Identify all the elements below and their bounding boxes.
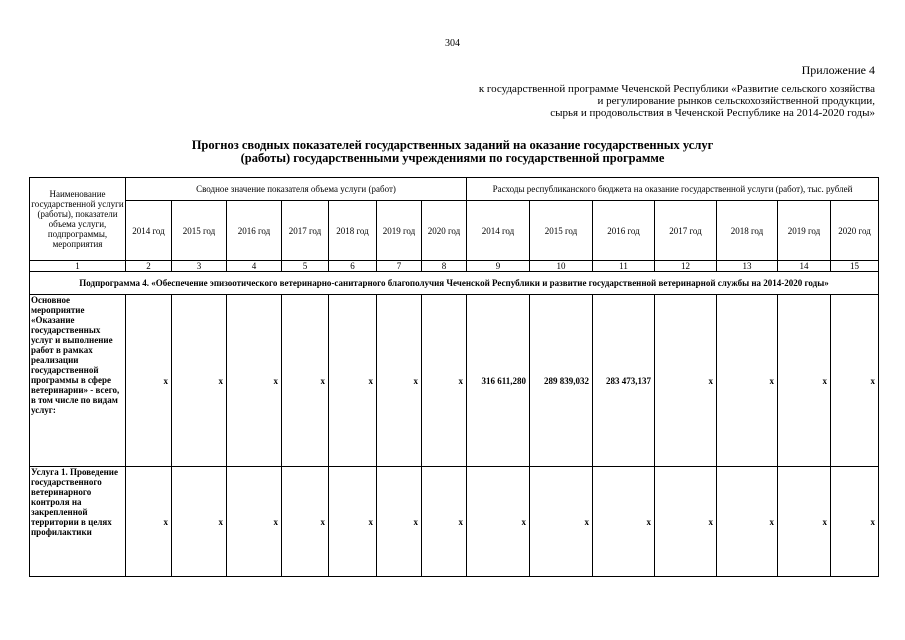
table-cell: 289 839,032	[530, 295, 593, 467]
annex-reference-line: сырья и продовольствия в Чеченской Республике на 2014-2020 годы»	[550, 107, 875, 119]
table-cell: x	[126, 295, 172, 467]
header-expense-group: Расходы республиканского бюджета на оказание государственной услуги (работ), тыс. рублей	[467, 178, 879, 201]
column-number: 13	[717, 261, 778, 272]
column-number: 1	[30, 261, 126, 272]
column-number: 11	[593, 261, 655, 272]
document-title-line: (работы) государственными учреждениями по государственной программе	[240, 151, 665, 165]
forecast-table	[29, 177, 879, 577]
header-volume-group: Сводное значение показателя объема услуги (работ)	[126, 178, 467, 201]
table-cell: x	[377, 467, 422, 577]
document-title	[0, 139, 905, 165]
year-header: 2019 год	[778, 201, 831, 261]
column-number: 6	[329, 261, 377, 272]
year-header: 2016 год	[227, 201, 282, 261]
column-number: 5	[282, 261, 329, 272]
column-number: 15	[831, 261, 879, 272]
subprogram-row	[30, 272, 879, 295]
table-cell: x	[655, 295, 717, 467]
year-header: 2018 год	[329, 201, 377, 261]
year-header: 2019 год	[377, 201, 422, 261]
table-cell: x	[227, 467, 282, 577]
table-cell: x	[778, 295, 831, 467]
year-header: 2020 год	[831, 201, 879, 261]
header-row	[30, 178, 879, 201]
table-cell: x	[126, 467, 172, 577]
year-header: 2018 год	[717, 201, 778, 261]
table-cell: 283 473,137	[593, 295, 655, 467]
row-label: Услуга 1. Проведение государственного ветеринарного контроля на закрепленной территории в целях профилактики	[30, 467, 126, 577]
table-cell: x	[778, 467, 831, 577]
column-number: 8	[422, 261, 467, 272]
column-number: 12	[655, 261, 717, 272]
table-cell: x	[831, 295, 879, 467]
table-cell: x	[422, 295, 467, 467]
header-name-column: Наименование государственной услуги (работы), показатели объема услуги, подпрограммы, мероприятия	[30, 178, 126, 261]
column-number: 3	[172, 261, 227, 272]
year-header: 2016 год	[593, 201, 655, 261]
table-cell: x	[655, 467, 717, 577]
table-cell: x	[329, 467, 377, 577]
table-cell: x	[593, 467, 655, 577]
year-header: 2017 год	[282, 201, 329, 261]
table-cell: x	[329, 295, 377, 467]
table-cell: x	[282, 295, 329, 467]
annex-reference-line: и регулирование рынков сельскохозяйственной продукции,	[597, 95, 875, 107]
table-cell: x	[717, 295, 778, 467]
table-cell: x	[467, 467, 530, 577]
column-number: 14	[778, 261, 831, 272]
column-number: 4	[227, 261, 282, 272]
annex-reference	[355, 83, 875, 119]
document-title-line: Прогноз сводных показателей государственных заданий на оказание государственных услуг	[191, 138, 714, 152]
annex-label: Приложение 4	[801, 63, 875, 77]
table-cell: x	[227, 295, 282, 467]
year-header: 2015 год	[172, 201, 227, 261]
column-number-row	[30, 261, 879, 272]
annex-reference-line: к государственной программе Чеченской Республики «Развитие сельского хозяйства	[478, 83, 875, 95]
table-cell: x	[172, 295, 227, 467]
column-number: 9	[467, 261, 530, 272]
table-cell: x	[717, 467, 778, 577]
year-header: 2020 год	[422, 201, 467, 261]
column-number: 10	[530, 261, 593, 272]
row-label: Основное мероприятие «Оказание государственных услуг и выполнение работ в рамках реализации государственной программы в сфере ветеринарии» - всего, в том числе по видам услуг:	[30, 295, 126, 467]
year-header: 2015 год	[530, 201, 593, 261]
page-number: 304	[445, 38, 460, 49]
table-cell: x	[377, 295, 422, 467]
table-cell: 316 611,280	[467, 295, 530, 467]
table-row	[30, 295, 879, 467]
subprogram-title: Подпрограмма 4. «Обеспечение эпизоотического ветеринарно-санитарного благополучия Чеченской Республики и развитие государственной ветеринарной службы на 2014-2020 годы»	[30, 272, 879, 295]
table-cell: x	[422, 467, 467, 577]
year-header: 2014 год	[467, 201, 530, 261]
header-years-row	[30, 201, 879, 261]
table-cell: x	[530, 467, 593, 577]
table-cell: x	[282, 467, 329, 577]
table-cell: x	[831, 467, 879, 577]
column-number: 2	[126, 261, 172, 272]
year-header: 2014 год	[126, 201, 172, 261]
column-number: 7	[377, 261, 422, 272]
table-row	[30, 467, 879, 577]
table-cell: x	[172, 467, 227, 577]
year-header: 2017 год	[655, 201, 717, 261]
